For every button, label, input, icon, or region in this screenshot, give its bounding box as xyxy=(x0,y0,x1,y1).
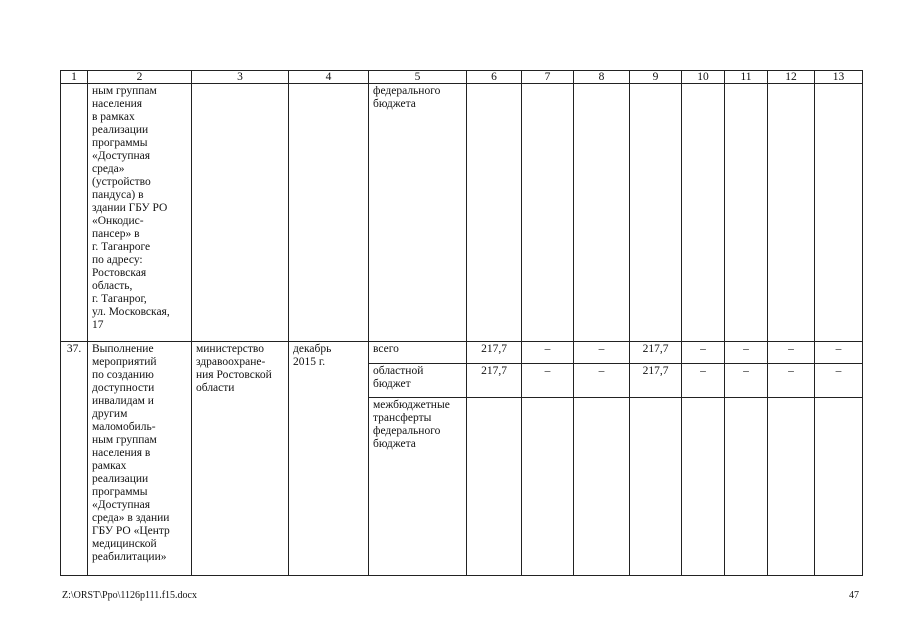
value-cell xyxy=(682,398,725,576)
measure-description: Выполнение мероприятий по созданию доступности инвалидам и другим маломобиль- ным группам населения в рамках реализации программы «Доступная среда» в здании ГБУ РО «Центр медицинской реабилитации» xyxy=(88,342,192,576)
cell xyxy=(289,84,369,342)
funding-source: областной бюджет xyxy=(369,364,467,398)
col-header: 7 xyxy=(522,71,574,84)
value-cell xyxy=(725,398,768,576)
column-number-row xyxy=(61,71,863,84)
cell xyxy=(61,84,88,342)
col-header: 8 xyxy=(574,71,630,84)
col-header: 9 xyxy=(630,71,682,84)
value-cell: – xyxy=(522,364,574,398)
value-cell: – xyxy=(682,364,725,398)
responsible-executor: министерство здравоохране- ния Ростовской области xyxy=(192,342,289,576)
page-number: 47 xyxy=(849,590,859,601)
value-cell: – xyxy=(574,342,630,364)
value-cell: 217,7 xyxy=(630,364,682,398)
value-cell: – xyxy=(725,364,768,398)
cell xyxy=(768,84,815,342)
cell xyxy=(630,84,682,342)
value-cell: – xyxy=(768,364,815,398)
value-cell xyxy=(815,398,863,576)
data-table xyxy=(60,70,863,576)
funding-source: межбюджетные трансферты федерального бюджета xyxy=(369,398,467,576)
file-path: Z:\ORST\Ppo\1126p111.f15.docx xyxy=(62,590,197,601)
cell xyxy=(725,84,768,342)
value-cell xyxy=(574,398,630,576)
funding-source: федерального бюджета xyxy=(369,84,467,342)
value-cell: – xyxy=(574,364,630,398)
value-cell: – xyxy=(725,342,768,364)
deadline: декабрь 2015 г. xyxy=(289,342,369,576)
col-header: 12 xyxy=(768,71,815,84)
col-header: 5 xyxy=(369,71,467,84)
cell xyxy=(682,84,725,342)
cell xyxy=(574,84,630,342)
value-cell: 217,7 xyxy=(630,342,682,364)
table-row-continued xyxy=(61,84,863,342)
value-cell xyxy=(630,398,682,576)
cell xyxy=(522,84,574,342)
table-row-37-total xyxy=(61,342,863,364)
value-cell: 217,7 xyxy=(467,364,522,398)
col-header: 10 xyxy=(682,71,725,84)
col-header: 4 xyxy=(289,71,369,84)
funding-source: всего xyxy=(369,342,467,364)
value-cell: – xyxy=(682,342,725,364)
value-cell: – xyxy=(815,342,863,364)
value-cell: – xyxy=(522,342,574,364)
value-cell xyxy=(467,398,522,576)
cell xyxy=(467,84,522,342)
value-cell xyxy=(768,398,815,576)
col-header: 11 xyxy=(725,71,768,84)
measure-description: ным группам населения в рамках реализации программы «Доступная среда» (устройство пандуса) в здании ГБУ РО «Онкодис- пансер» в г. Таганроге по адресу: Ростовская область, г. Таганрог, ул. Московская, 17 xyxy=(88,84,192,342)
col-header: 6 xyxy=(467,71,522,84)
cell xyxy=(192,84,289,342)
value-cell: 217,7 xyxy=(467,342,522,364)
value-cell xyxy=(522,398,574,576)
cell xyxy=(815,84,863,342)
value-cell: – xyxy=(768,342,815,364)
col-header: 2 xyxy=(88,71,192,84)
row-number: 37. xyxy=(61,342,88,576)
col-header: 3 xyxy=(192,71,289,84)
col-header: 1 xyxy=(61,71,88,84)
col-header: 13 xyxy=(815,71,863,84)
value-cell: – xyxy=(815,364,863,398)
